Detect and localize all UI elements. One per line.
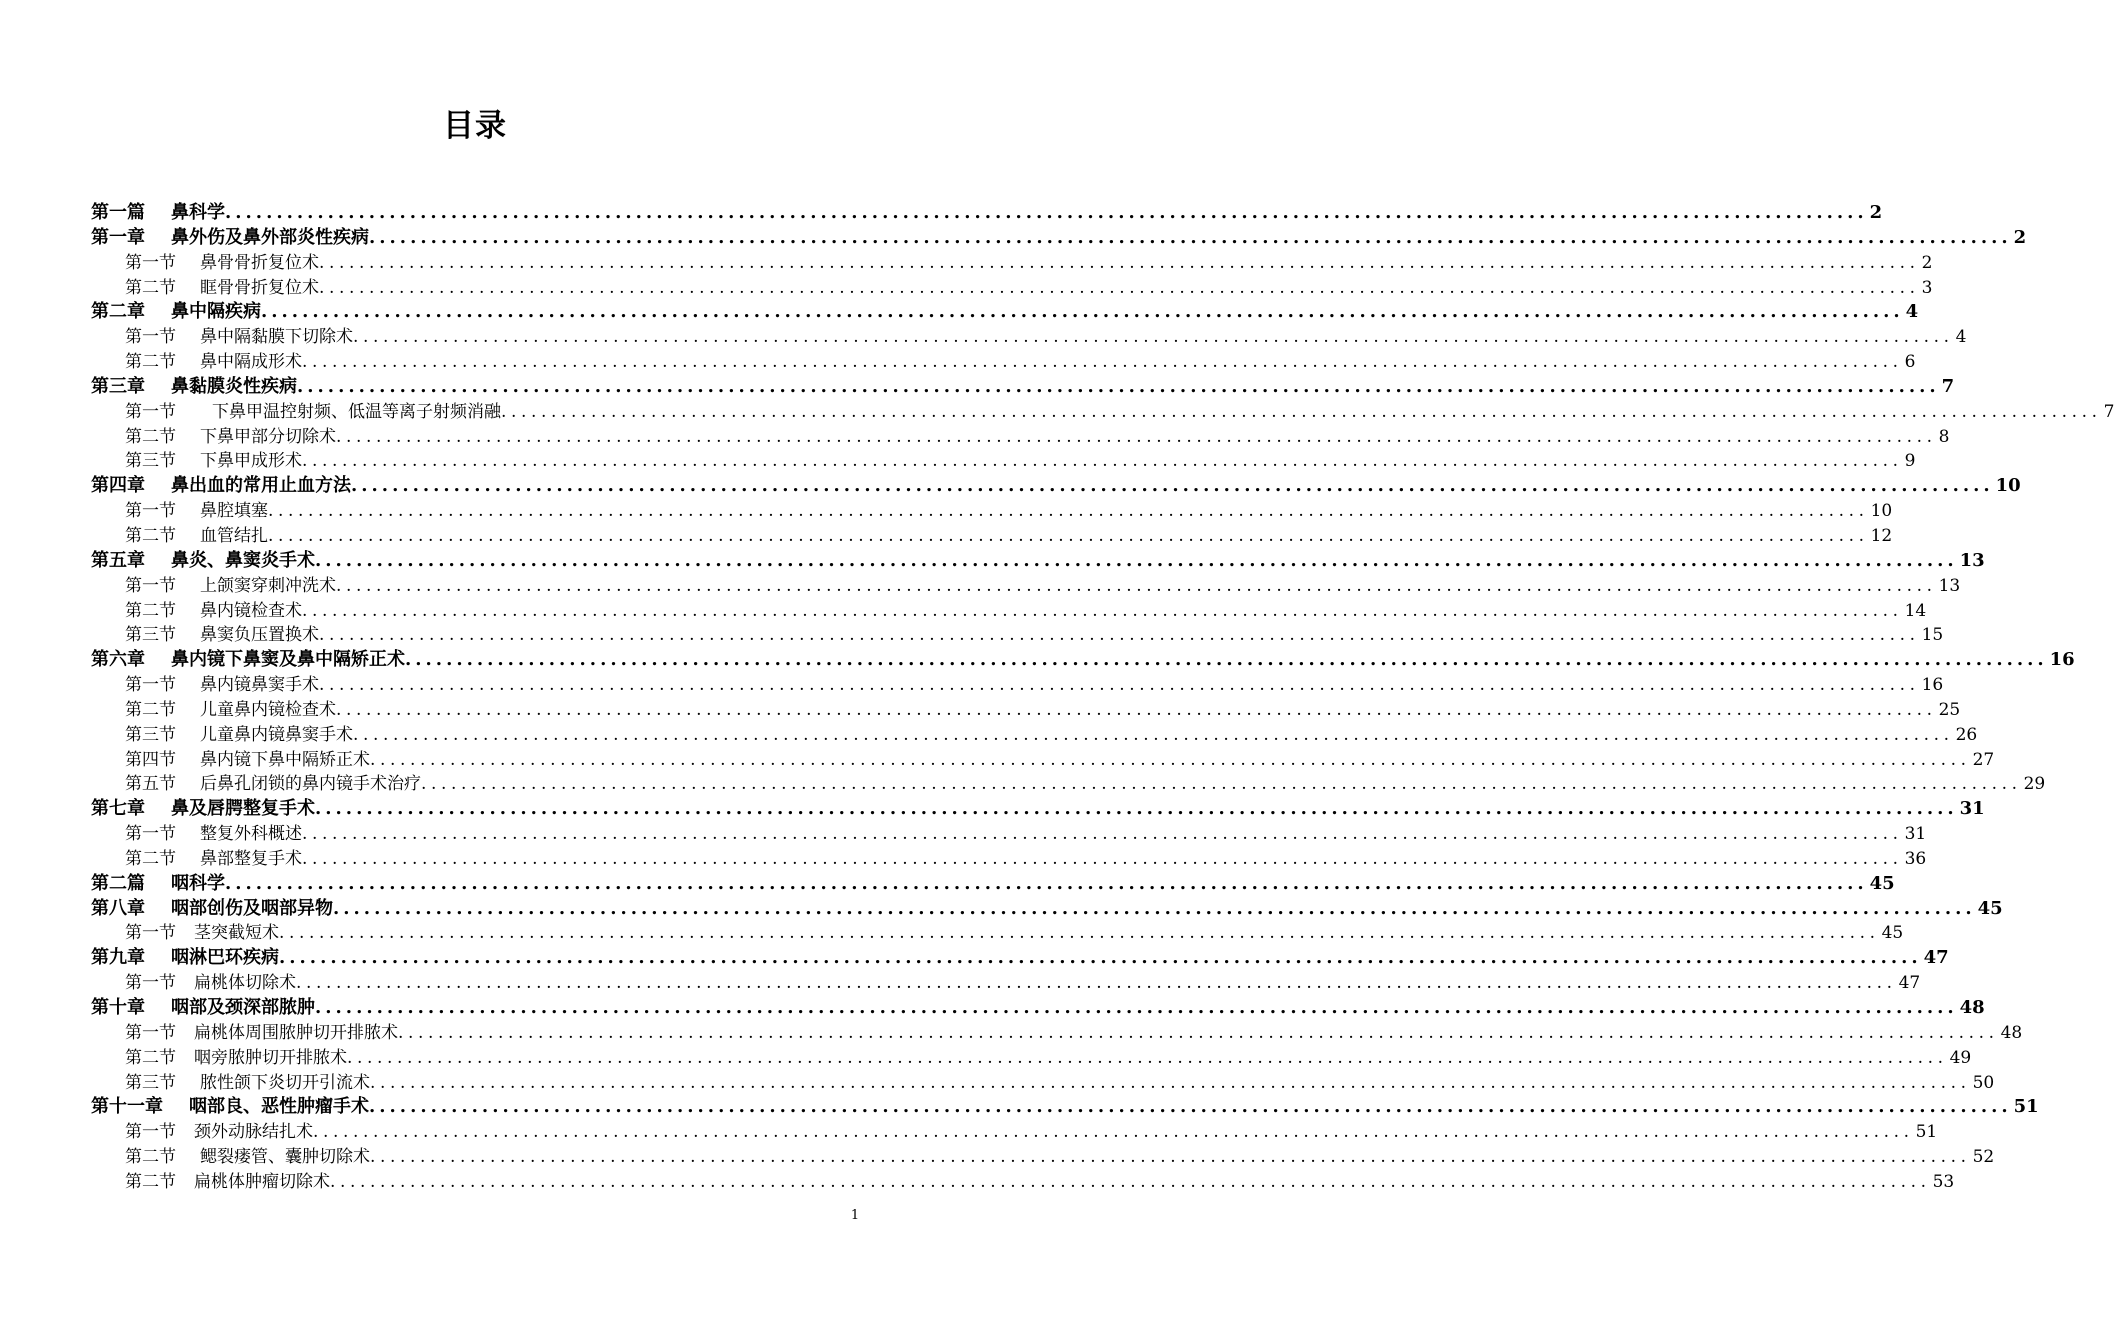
toc-entry-page: 4 — [1955, 327, 1967, 348]
toc-section-entry[interactable] — [91, 673, 1944, 698]
toc-entry-label: 第三节 — [125, 724, 176, 745]
toc-entry-title: 茎突截短术 — [194, 923, 279, 944]
toc-section-entry[interactable] — [91, 325, 1967, 350]
toc-dot-leader: ................................................................................................................................................................ — [319, 277, 1920, 298]
toc-entry-label: 第七章 — [91, 798, 145, 820]
toc-dot-leader: ................................................................................................................................................................ — [336, 699, 1937, 720]
toc-dot-leader: ................................................................................................................................................................ — [315, 997, 1958, 1018]
toc-entry-page: 16 — [2049, 649, 2075, 671]
toc-section-entry[interactable] — [91, 251, 1933, 276]
toc-entry-page: 51 — [2013, 1096, 2039, 1118]
toc-dot-leader: ................................................................................................................................................................ — [315, 549, 1958, 571]
toc-entry-title: 扁桃体周围脓肿切开排脓术 — [194, 1022, 398, 1043]
toc-dot-leader: ................................................................................................................................................................ — [501, 401, 2102, 422]
toc-section-entry[interactable] — [91, 599, 1927, 624]
toc-entry-title: 咽部良、恶性肿瘤手术 — [189, 1096, 369, 1118]
toc-entry-label: 第一节 — [125, 575, 176, 596]
toc-section-entry[interactable] — [91, 847, 1927, 872]
toc-entry-label: 第三节 — [125, 451, 176, 472]
toc-dot-leader: ................................................................................................................................................................ — [353, 724, 1954, 745]
toc-entry-title: 咽部及颈深部脓肿 — [171, 997, 315, 1018]
toc-dot-leader: ................................................................................................................................................................ — [261, 301, 1904, 323]
toc-dot-leader: ................................................................................................................................................................ — [369, 1096, 2012, 1118]
toc-dot-leader: ................................................................................................................................................................ — [296, 973, 1897, 994]
toc-entry-page: 2 — [2013, 226, 2027, 248]
toc-entry-label: 第二节 — [125, 1171, 176, 1192]
toc-entry-label: 第十一章 — [91, 1096, 163, 1118]
toc-entry-page: 50 — [1972, 1072, 1995, 1093]
toc-section-entry[interactable] — [91, 1120, 1938, 1145]
toc-entry-page: 48 — [1959, 997, 1985, 1018]
toc-entry-page: 2 — [1869, 202, 1883, 223]
toc-entry-title: 鼻内镜下鼻中隔矫正术 — [200, 749, 370, 770]
toc-entry-title: 儿童鼻内镜鼻窦手术 — [200, 724, 353, 745]
toc-dot-leader: ................................................................................................................................................................ — [336, 426, 1937, 447]
toc-entry-label: 第一节 — [125, 824, 176, 845]
toc-entry-label: 第一节 — [125, 327, 176, 348]
toc-entry-title: 鼻腔填塞 — [200, 501, 268, 522]
toc-entry-label: 第二节 — [125, 848, 176, 869]
toc-entry-title: 鼻中隔黏膜下切除术 — [200, 327, 353, 348]
toc-entry-title: 脓性颌下炎切开引流术 — [200, 1072, 370, 1093]
toc-dot-leader: ................................................................................................................................................................ — [302, 352, 1903, 373]
toc-entry-title: 鼻窦负压置换术 — [200, 625, 319, 646]
toc-section-entry[interactable] — [91, 1021, 2023, 1046]
toc-dot-leader: ................................................................................................................................................................ — [313, 1122, 1914, 1143]
toc-entry-page: 53 — [1932, 1171, 1955, 1192]
toc-dot-leader: ................................................................................................................................................................ — [333, 897, 1976, 919]
toc-entry-page: 51 — [1915, 1122, 1938, 1143]
toc-entry-title: 下鼻甲部分切除术 — [200, 426, 336, 447]
toc-entry-label: 第二节 — [125, 600, 176, 621]
toc-entry-page: 52 — [1972, 1147, 1995, 1168]
toc-entry-page: 45 — [1881, 923, 1904, 944]
toc-entry-page: 31 — [1904, 824, 1927, 845]
toc-dot-leader: ................................................................................................................................................................ — [302, 600, 1903, 621]
toc-dot-leader: ................................................................................................................................................................ — [297, 375, 1940, 397]
toc-entry-title: 鼻中隔疾病 — [171, 301, 261, 323]
toc-entry-title: 咽部创伤及咽部异物 — [171, 897, 333, 919]
toc-entry-label: 第八章 — [91, 897, 145, 919]
toc-entry-label: 第二节 — [125, 1047, 176, 1068]
toc-section-entry[interactable] — [91, 971, 1921, 996]
toc-entry-title: 儿童鼻内镜检查术 — [200, 699, 336, 720]
toc-section-entry[interactable] — [91, 350, 1916, 375]
toc-entry-label: 第一节 — [125, 401, 176, 422]
toc-entry-label: 第五章 — [91, 549, 145, 571]
toc-entry-title: 咽旁脓肿切开排脓术 — [194, 1047, 347, 1068]
toc-entry-page: 31 — [1959, 798, 1985, 820]
toc-entry-title: 上颌窦穿刺冲洗术 — [200, 575, 336, 596]
toc-section-entry[interactable] — [91, 698, 1961, 723]
toc-dot-leader: ................................................................................................................................................................ — [302, 451, 1903, 472]
table-of-contents — [91, 201, 2114, 1195]
toc-entry-label: 第二节 — [125, 277, 176, 298]
toc-entry-title: 鼻内镜下鼻窦及鼻中隔矫正术 — [171, 649, 405, 671]
toc-entry-label: 第二节 — [125, 1147, 176, 1168]
toc-heading-entry[interactable] — [91, 226, 2027, 251]
toc-dot-leader: ................................................................................................................................................................ — [279, 947, 1922, 969]
toc-entry-page: 10 — [1995, 475, 2021, 497]
toc-entry-page: 45 — [1977, 897, 2003, 919]
toc-dot-leader: ................................................................................................................................................................ — [351, 475, 1994, 497]
toc-dot-leader: ................................................................................................................................................................ — [370, 1147, 1971, 1168]
toc-heading-entry[interactable] — [91, 946, 1949, 971]
toc-entry-label: 第一节 — [125, 1122, 176, 1143]
toc-entry-page: 8 — [1938, 426, 1950, 447]
toc-dot-leader: ................................................................................................................................................................ — [405, 649, 2048, 671]
toc-dot-leader: ................................................................................................................................................................ — [319, 252, 1920, 273]
toc-entry-page: 26 — [1955, 724, 1978, 745]
toc-entry-title: 咽科学 — [171, 872, 225, 894]
toc-entry-title: 鼻部整复手术 — [200, 848, 302, 869]
toc-entry-title: 鼻内镜鼻窦手术 — [200, 675, 319, 696]
toc-entry-page: 13 — [1959, 549, 1985, 571]
toc-entry-title: 后鼻孔闭锁的鼻内镜手术治疗 — [200, 774, 421, 795]
toc-entry-title: 鼻黏膜炎性疾病 — [171, 375, 297, 397]
toc-entry-page: 7 — [1941, 375, 1955, 397]
toc-dot-leader: ................................................................................................................................................................ — [398, 1022, 1999, 1043]
toc-entry-title: 下鼻甲温控射频、低温等离子射频消融 — [212, 401, 501, 422]
toc-heading-entry[interactable] — [91, 549, 1985, 574]
toc-entry-page: 7 — [2103, 401, 2114, 422]
toc-dot-leader: ................................................................................................................................................................ — [347, 1047, 1948, 1068]
toc-entry-title: 下鼻甲成形术 — [200, 451, 302, 472]
toc-entry-label: 第四节 — [125, 749, 176, 770]
toc-dot-leader: ................................................................................................................................................................ — [370, 749, 1971, 770]
toc-entry-page: 15 — [1921, 625, 1944, 646]
toc-entry-title: 鼻外伤及鼻外部炎性疾病 — [171, 226, 369, 248]
toc-dot-leader: ................................................................................................................................................................ — [421, 774, 2022, 795]
toc-entry-label: 第一章 — [91, 226, 145, 248]
toc-section-entry[interactable] — [91, 822, 1927, 847]
toc-entry-label: 第二节 — [125, 352, 176, 373]
toc-entry-label: 第一节 — [125, 252, 176, 273]
toc-heading-entry[interactable] — [91, 300, 1919, 325]
toc-entry-page: 2 — [1921, 252, 1933, 273]
toc-dot-leader: ................................................................................................................................................................ — [353, 327, 1954, 348]
toc-entry-page: 12 — [1870, 525, 1893, 546]
toc-heading-entry[interactable] — [91, 1095, 2039, 1120]
toc-dot-leader: ................................................................................................................................................................ — [302, 824, 1903, 845]
toc-dot-leader: ................................................................................................................................................................ — [319, 675, 1920, 696]
toc-section-entry[interactable] — [91, 524, 1893, 549]
toc-section-entry[interactable] — [91, 1046, 1972, 1071]
toc-entry-title: 扁桃体切除术 — [194, 973, 296, 994]
toc-entry-label: 第二章 — [91, 301, 145, 323]
toc-entry-label: 第五节 — [125, 774, 176, 795]
toc-entry-title: 鼻出血的常用止血方法 — [171, 475, 351, 497]
toc-entry-label: 第四章 — [91, 475, 145, 497]
toc-entry-label: 第二节 — [125, 426, 176, 447]
toc-section-entry[interactable] — [91, 623, 1944, 648]
toc-section-entry[interactable] — [91, 1170, 1955, 1195]
page-number: 1 — [850, 1208, 860, 1223]
toc-heading-entry[interactable] — [91, 474, 2021, 499]
toc-section-entry[interactable] — [91, 276, 1933, 301]
toc-entry-label: 第九章 — [91, 947, 145, 969]
toc-entry-page: 29 — [2023, 774, 2046, 795]
toc-section-entry[interactable] — [91, 574, 1961, 599]
toc-section-entry[interactable] — [91, 921, 1904, 946]
toc-entry-page: 6 — [1904, 352, 1916, 373]
toc-entry-title: 鼻炎、鼻窦炎手术 — [171, 549, 315, 571]
toc-entry-label: 第十章 — [91, 997, 145, 1018]
toc-section-entry[interactable] — [91, 400, 2114, 425]
toc-entry-page: 25 — [1938, 699, 1961, 720]
toc-entry-title: 鼻科学 — [171, 202, 225, 223]
toc-entry-page: 36 — [1904, 848, 1927, 869]
toc-heading-entry[interactable] — [91, 996, 1985, 1021]
toc-entry-page: 3 — [1921, 277, 1933, 298]
toc-section-entry[interactable] — [91, 748, 1995, 773]
toc-entry-title: 整复外科概述 — [200, 824, 302, 845]
toc-dot-leader: ................................................................................................................................................................ — [302, 848, 1903, 869]
toc-entry-page: 14 — [1904, 600, 1927, 621]
toc-entry-title: 鼻及唇腭整复手术 — [171, 798, 315, 820]
toc-entry-page: 13 — [1938, 575, 1961, 596]
toc-section-entry[interactable] — [91, 772, 2046, 797]
toc-entry-label: 第六章 — [91, 649, 145, 671]
toc-entry-page: 45 — [1869, 872, 1895, 894]
toc-entry-label: 第一节 — [125, 501, 176, 522]
toc-entry-page: 9 — [1904, 451, 1916, 472]
toc-entry-title: 鼻骨骨折复位术 — [200, 252, 319, 273]
toc-dot-leader: ................................................................................................................................................................ — [330, 1171, 1931, 1192]
toc-entry-title: 颈外动脉结扎术 — [194, 1122, 313, 1143]
toc-heading-entry[interactable] — [91, 897, 2003, 922]
toc-section-entry[interactable] — [91, 1071, 1995, 1096]
toc-entry-page: 47 — [1923, 947, 1949, 969]
toc-entry-title: 眶骨骨折复位术 — [200, 277, 319, 298]
toc-entry-label: 第三章 — [91, 375, 145, 397]
toc-heading-entry[interactable] — [91, 797, 1985, 822]
toc-entry-page: 48 — [2000, 1022, 2023, 1043]
toc-entry-title: 鳃裂瘘管、囊肿切除术 — [200, 1147, 370, 1168]
toc-entry-page: 4 — [1905, 301, 1919, 323]
toc-entry-label: 第二篇 — [91, 872, 145, 894]
toc-entry-label: 第三节 — [125, 1072, 176, 1093]
toc-dot-leader: ................................................................................................................................................................ — [319, 625, 1920, 646]
page-title: 目录 — [443, 108, 507, 144]
toc-entry-page: 10 — [1870, 501, 1893, 522]
toc-entry-label: 第一篇 — [91, 202, 145, 223]
toc-entry-page: 49 — [1949, 1047, 1972, 1068]
toc-dot-leader: ................................................................................................................................................................ — [315, 798, 1958, 820]
toc-dot-leader: ................................................................................................................................................................ — [279, 923, 1880, 944]
toc-dot-leader: ................................................................................................................................................................ — [369, 226, 2012, 248]
toc-entry-label: 第一节 — [125, 973, 176, 994]
toc-section-entry[interactable] — [91, 723, 1978, 748]
toc-section-entry[interactable] — [91, 1145, 1995, 1170]
toc-entry-title: 血管结扎 — [200, 525, 268, 546]
toc-entry-label: 第一节 — [125, 675, 176, 696]
toc-section-entry[interactable] — [91, 449, 1916, 474]
toc-dot-leader: ................................................................................................................................................................ — [336, 575, 1937, 596]
toc-entry-page: 16 — [1921, 675, 1944, 696]
toc-heading-entry[interactable] — [91, 201, 1883, 226]
toc-entry-label: 第二节 — [125, 525, 176, 546]
toc-dot-leader: ................................................................................................................................................................ — [225, 872, 1868, 894]
toc-entry-title: 咽淋巴环疾病 — [171, 947, 279, 969]
toc-entry-label: 第一节 — [125, 923, 176, 944]
toc-entry-title: 扁桃体肿瘤切除术 — [194, 1171, 330, 1192]
toc-heading-entry[interactable] — [91, 375, 1955, 400]
toc-dot-leader: ................................................................................................................................................................ — [268, 525, 1869, 546]
toc-entry-page: 47 — [1898, 973, 1921, 994]
toc-heading-entry[interactable] — [91, 872, 1895, 897]
toc-dot-leader: ................................................................................................................................................................ — [268, 501, 1869, 522]
toc-section-entry[interactable] — [91, 425, 1950, 450]
toc-entry-label: 第二节 — [125, 699, 176, 720]
toc-entry-label: 第三节 — [125, 625, 176, 646]
toc-heading-entry[interactable] — [91, 648, 2075, 673]
toc-entry-label: 第一节 — [125, 1022, 176, 1043]
toc-entry-title: 鼻内镜检查术 — [200, 600, 302, 621]
toc-dot-leader: ................................................................................................................................................................ — [225, 202, 1868, 223]
toc-entry-title: 鼻中隔成形术 — [200, 352, 302, 373]
toc-entry-page: 27 — [1972, 749, 1995, 770]
toc-section-entry[interactable] — [91, 499, 1893, 524]
toc-dot-leader: ................................................................................................................................................................ — [370, 1072, 1971, 1093]
